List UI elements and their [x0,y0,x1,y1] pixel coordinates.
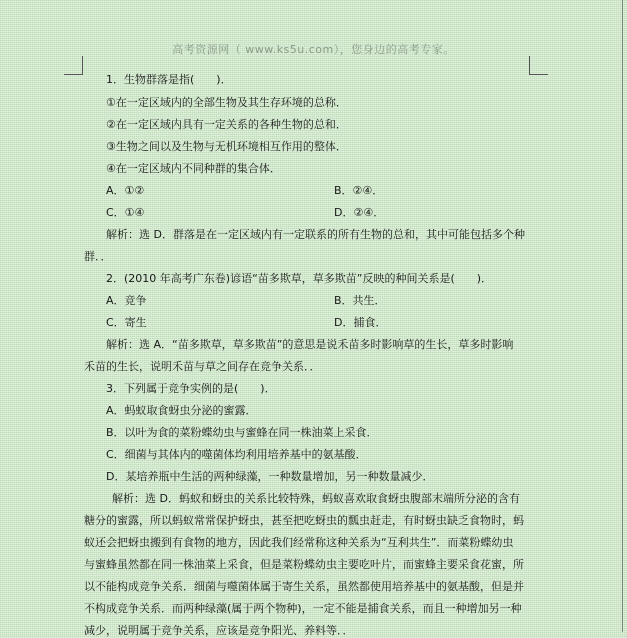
margin-corner-top-left [64,56,83,75]
q1-option-d: D．②④． [334,206,385,219]
page-edge [622,0,623,632]
question-2-stem: 2．(2010 年高考广东卷)谚语“苗多欺草，草多欺苗”反映的种间关系是( )． [106,272,493,285]
q1-statement-1: ①在一定区域内的全部生物及其生存环境的总称． [106,96,347,109]
q3-option-a: A．蚂蚁取食蚜虫分泌的蜜露． [106,404,257,417]
q3-explanation-line-4: 与蜜蜂虽然都在同一株油菜上采食，但是菜粉蝶幼虫主要吃叶片，而蜜蜂主要采食花蜜，所 [84,558,524,571]
margin-corner-top-right [529,56,548,75]
q1-option-a: A．①② [106,184,145,197]
q2-explanation-line-2: 禾苗的生长，说明禾苗与草之间存在竞争关系．． [84,360,321,373]
q3-explanation-line-2: 糖分的蜜露，所以蚂蚁常常保护蚜虫，甚至把吃蚜虫的瓢虫赶走，有时蚜虫缺乏食物时，蚂 [84,514,524,527]
q1-explanation-line-1: 解析：选 D．群落是在一定区域内有一定联系的所有生物的总和，其中可能包括多个种 [106,228,525,241]
q1-explanation-line-2: 群．． [84,250,112,263]
q1-statement-4: ④在一定区域内不同种群的集合体． [106,162,281,175]
page-header: 高考资源网（ www.ks5u.com），您身边的高考专家。 [172,43,455,56]
q3-explanation-line-6: 不构成竞争关系．而两种绿藻(属于两个物种)，一定不能是捕食关系，而且一种增加另一种 [84,602,522,615]
q3-option-b: B．以叶为食的菜粉蝶幼虫与蜜蜂在同一株油菜上采食． [106,426,378,439]
q2-explanation-line-1: 解析：选 A．“苗多欺草，草多欺苗”的意思是说禾苗多时影响草的生长，草多时影响 [106,338,514,351]
question-1-stem: 1．生物群落是指( )． [106,73,232,86]
q2-option-b: B．共生． [334,294,386,307]
q2-option-c: C．寄生 [106,316,147,329]
q3-option-d: D．某培养瓶中生活的两种绿藻，一种数量增加，另一种数量减少． [106,470,434,483]
q3-explanation-line-5: 以不能构成竞争关系．细菌与噬菌体属于寄生关系，虽然都使用培养基中的氨基酸，但是并 [84,580,524,593]
question-3-stem: 3．下列属于竞争实例的是( )． [106,382,276,395]
q1-statement-2: ②在一定区域内具有一定关系的各种生物的总和． [106,118,347,131]
q3-explanation-line-3: 蚁还会把蚜虫搬到有食物的地方，因此我们经常称这种关系为“互利共生”．而菜粉蝶幼虫 [84,536,514,549]
q1-option-c: C．①④ [106,206,145,219]
q3-explanation-line-7: 减少，说明属于竞争关系，应该是竞争阳光、养料等．． [84,624,354,637]
q1-statement-3: ③生物之间以及生物与无机环境相互作用的整体． [106,140,347,153]
q1-option-b: B．②④． [334,184,384,197]
q2-option-a: A．竞争 [106,294,147,307]
q3-explanation-line-1: 解析：选 D．蚂蚁和蚜虫的关系比较特殊，蚂蚁喜欢取食蚜虫腹部末端所分泌的含有 [112,492,520,505]
q2-option-d: D．捕食． [334,316,387,329]
q3-option-c: C．细菌与其体内的噬菌体均利用培养基中的氨基酸． [106,448,367,461]
